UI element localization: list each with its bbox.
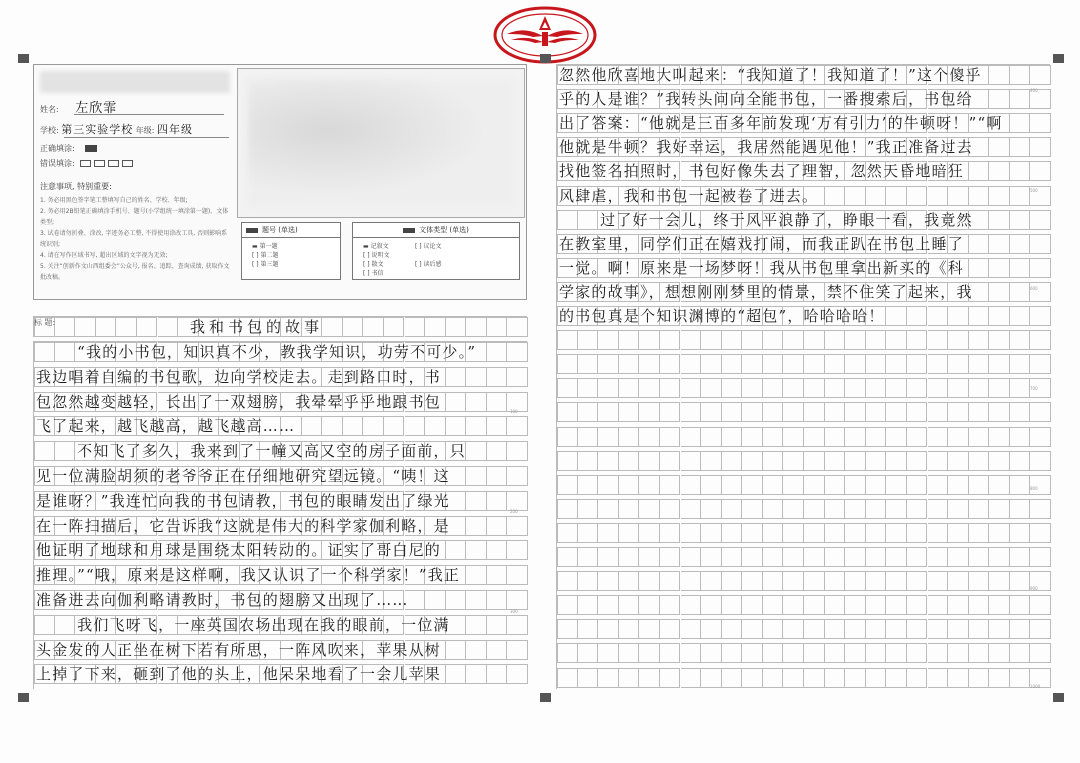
instructions-title: 注意事项, 特别重要: <box>40 182 112 191</box>
word-count-marker: 500 <box>1030 188 1038 193</box>
word-count-marker: 200 <box>510 509 518 514</box>
essay-line: 他证明了地球和月球是围绕太阳转动的。证实了哥白尼的 <box>36 541 442 560</box>
check-box-icon <box>80 160 91 167</box>
essay-line: 忽然他欣喜地大叫起来：“我知道了！我知道了！”这个傻乎 <box>559 66 982 84</box>
instruction-item: 3. 试卷请勿折叠、涂改, 字迹务必工整, 不得使用涂改工具, 否则影响系统识别; <box>40 230 228 248</box>
redacted-phone-grid <box>237 68 525 218</box>
title-label: 标 题: <box>34 318 56 327</box>
essay-line: 不知飞了多久，我来到了一幢又高又空的房子面前，只 <box>77 442 466 461</box>
school-label: 学校: <box>40 126 59 135</box>
essay-line: 见一位满脸胡须的老爷爷正在仔细地研究望远镜。“咦！这 <box>36 467 450 485</box>
word-count-marker: 600 <box>1030 286 1038 291</box>
instructions <box>40 181 230 283</box>
essay-line: 乎的人是谁？”我转头问向全能书包，一番搜索后，书包给 <box>559 90 973 109</box>
redacted-header <box>40 71 230 93</box>
essay-line: 上掉了下来，砸到了他的头上，他呆呆地看了一会儿苹果 <box>36 665 442 684</box>
instruction-item: 4. 请在写作区域书写, 超出区域的文字视为无效; <box>40 252 168 259</box>
wrong-fill-example <box>40 158 136 169</box>
instruction-item: 1. 务必用黑色签字笔工整填写自己的姓名、学校、年级; <box>40 197 188 204</box>
school-name: 第三实验学校 <box>61 123 134 136</box>
cross-box-icon <box>94 160 105 167</box>
instruction-item: 2. 务必用2B铅笔正确填涂手机号、题号(小学组统一填涂第一题)、文体类型; <box>40 208 229 226</box>
correct-fill-label: 正确填涂: <box>40 144 75 153</box>
registration-mark <box>540 693 551 702</box>
registration-mark <box>1053 693 1064 702</box>
registration-mark <box>18 693 29 702</box>
topic-selector: 题号 (单选) ▬ 第一题 [ ] 第二题 [ ] 第三题 <box>241 222 341 280</box>
word-count-marker: 400 <box>1030 88 1038 93</box>
registration-mark <box>540 54 551 63</box>
instruction-item: 5. 关注“创新作文山西组委会”公众号, 报名、追踪、查询成绩, 获取作文批改稿。 <box>40 263 230 281</box>
essay-line: 出了答案：“他就是三百多年前发现‘万有引力’的牛顿呀！”“啊 <box>559 114 1003 133</box>
essay-line: 准备进去向伽利略请教时，书包的翅膀又出现了…… <box>36 591 409 609</box>
word-count-marker: 100 <box>510 409 518 414</box>
topic-option[interactable]: 第二题 <box>260 252 279 259</box>
school-field <box>40 121 193 137</box>
wrong-fill-label: 错误填涂: <box>40 159 75 168</box>
essay-line: 风肆虐，我和书包一起被卷了进去。 <box>559 186 819 205</box>
essay-line: 我们飞呀飞，一座英国农场出现在我的眼前，一位满 <box>77 615 450 634</box>
essay-line: 在一阵扫描后，它告诉我“这就是伟大的科学家伽利略，是 <box>36 516 450 535</box>
essay-line: 学家的故事》，想想刚刚梦里的情景，禁不住笑了起来，我 <box>559 282 973 301</box>
line-box-icon <box>122 160 133 167</box>
filled-box-icon <box>85 145 97 152</box>
essay-line: 推理。”“哦，原来是这样啊，我又认识了一个科学家！”我正 <box>36 566 461 585</box>
name-label: 姓名: <box>40 105 59 114</box>
filled-box-icon <box>403 228 415 233</box>
topic-option[interactable]: 第三题 <box>260 261 279 268</box>
essay-line: 找他签名拍照时，书包好像失去了理智，忽然天昏地暗狂 <box>559 162 965 181</box>
essay-line: 过了好一会儿，终于风平浪静了，睁眼一看，我竟然 <box>600 210 973 229</box>
filled-box-icon <box>246 228 258 233</box>
word-count-marker: 300 <box>510 609 518 614</box>
registration-mark <box>1053 54 1064 63</box>
word-count-marker: 800 <box>1030 486 1038 491</box>
correct-fill-example <box>40 143 97 154</box>
word-count-marker: 1000 <box>1030 684 1041 689</box>
essay-line: 飞了起来，越飞越高，越飞越高…… <box>36 417 296 436</box>
word-count-marker: 700 <box>1030 386 1038 391</box>
essay-line: 包忽然越变越轻，长出了一双翅膀，我晕晕乎乎地跟书包 <box>36 392 442 411</box>
student-info-panel <box>33 64 527 300</box>
essay-line: “我的小书包，知识真不少，教我学知识，功劳不可少。” <box>77 343 477 361</box>
genre-selector: 文体类型 (单选) ▬ 记叙文 [ ] 议论文[ ] 说明文 [ ] 散文 [ ] 读后感[ ] 书信 <box>352 222 520 280</box>
essay-line: 是谁呀？”我连忙向我的书包请教，书包的眼睛发出了绿光 <box>36 491 450 510</box>
genre-selector-title: 文体类型 (单选) <box>419 226 469 234</box>
genre-option[interactable]: 散文 <box>371 261 384 268</box>
essay-line: 的书包真是个知识渊博的“超包”，哈哈哈哈！ <box>559 307 885 325</box>
word-count-marker: 900 <box>1030 586 1038 591</box>
registration-mark <box>18 54 29 63</box>
genre-option[interactable]: 读后感 <box>423 261 442 268</box>
student-name: 左欣霏 <box>75 101 118 116</box>
right-writing-grid <box>556 64 1050 689</box>
essay-line: 在教室里，同学们正在嬉戏打闹，而我正趴在书包上睡了 <box>559 234 965 253</box>
genre-option[interactable]: 议论文 <box>423 243 442 250</box>
genre-option[interactable]: 书信 <box>371 270 384 277</box>
essay-line: 头金发的人正坐在树下若有所思，一阵风吹来，苹果从树 <box>36 640 442 659</box>
circle-box-icon <box>108 160 119 167</box>
grade-label: 年级: <box>135 126 155 135</box>
genre-option[interactable]: 记叙文 <box>370 243 389 250</box>
essay-line: 一觉。啊！原来是一场梦呀！我从书包里拿出新买的《科 <box>559 258 965 277</box>
essay-line: 他就是牛顿？我好幸运，我居然能遇见他！”我正准备过去 <box>559 138 973 157</box>
topic-option[interactable]: 第一题 <box>259 243 278 250</box>
essay-title: 我和书包的故事 <box>190 318 324 336</box>
genre-option[interactable]: 说明文 <box>371 252 390 259</box>
topic-selector-title: 题号 (单选) <box>262 226 298 234</box>
grade-value: 四年级 <box>157 123 194 136</box>
essay-line: 我边唱着自编的书包歌，边向学校走去。走到路口时，书 <box>36 367 442 386</box>
